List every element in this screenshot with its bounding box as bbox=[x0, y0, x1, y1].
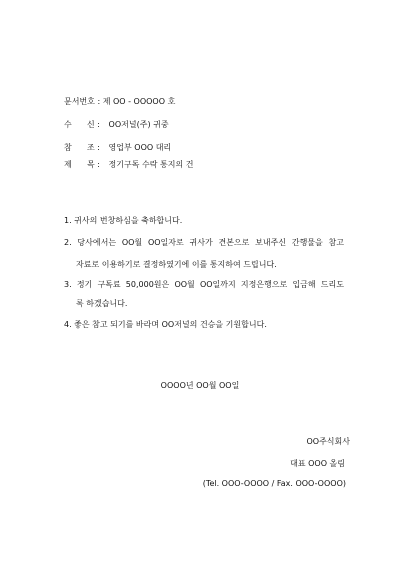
body-item-3-line-1-text: 3. 정기 구독료 50,000원은 OO월 OO일까지 지정은행으로 입금해 드리도 bbox=[64, 280, 344, 289]
doc-number-row bbox=[64, 97, 175, 107]
body-item-3-line-1 bbox=[64, 280, 344, 290]
subject-row bbox=[64, 160, 193, 170]
body-item-2-line-2: 자료로 이용하기로 결정하였기에 이를 통지하여 드립니다. bbox=[76, 260, 277, 269]
body-item-1: 1. 귀사의 번창하심을 축하합니다. bbox=[64, 216, 183, 225]
recipient-row bbox=[64, 120, 169, 130]
reference-row bbox=[64, 143, 171, 153]
body-item-2-line-1 bbox=[64, 238, 344, 248]
recipient-label: 수 신 : bbox=[64, 120, 100, 129]
subject-value: 정기구독 수락 통지의 건 bbox=[108, 160, 194, 169]
recipient-value: OO저널(주) 귀중 bbox=[108, 120, 169, 129]
company-name: OO주식회사 bbox=[306, 437, 350, 446]
subject-label: 제 목 : bbox=[64, 160, 100, 169]
body-item-2-line-1-text: 2. 당사에서는 OO월 OO일자로 귀사가 견본으로 보내주신 간행물을 참고 bbox=[64, 238, 344, 247]
body-item-4: 4. 좋은 참고 되기를 바라며 OO저널의 건승을 기원합니다. bbox=[64, 320, 267, 329]
reference-label: 참 조 : bbox=[64, 143, 100, 152]
document-date: OOOO년 OO월 OO일 bbox=[160, 381, 240, 390]
doc-number-label: 문서번호 : bbox=[64, 97, 101, 106]
representative-signature: 대표 OOO 올림 bbox=[290, 459, 345, 468]
reference-value: 영업부 OOO 대리 bbox=[108, 143, 172, 152]
contact-info: (Tel. OOO-OOOO / Fax. OOO-OOOO) bbox=[202, 479, 346, 488]
body-item-3-line-2: 록 하겠습니다. bbox=[76, 299, 128, 308]
doc-number-value: 제 OO - OOOOO 호 bbox=[102, 97, 176, 106]
